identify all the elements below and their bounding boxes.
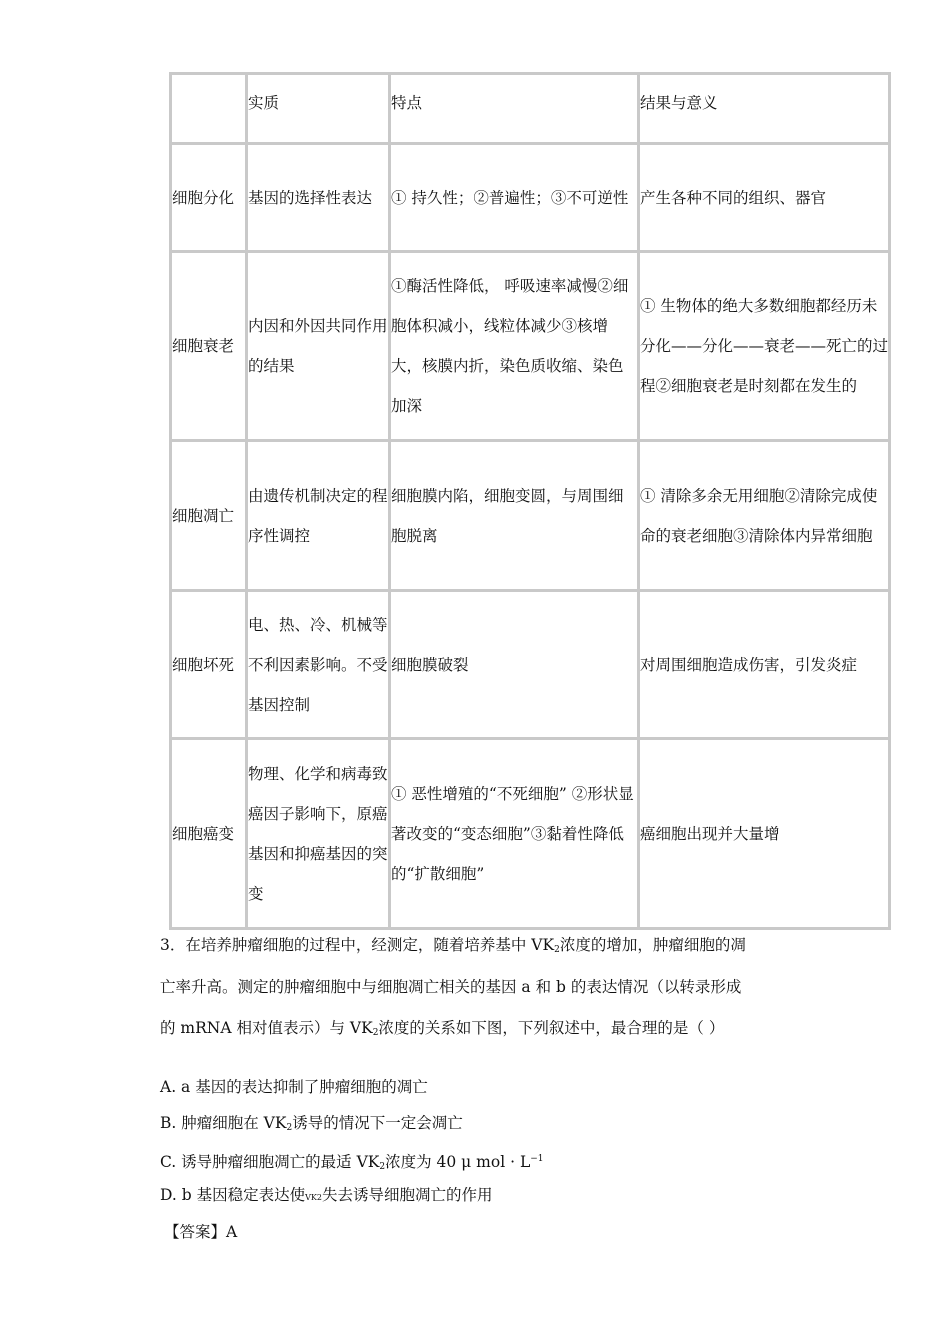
question-text: 浓度的增加，肿瘤细胞的凋 — [559, 936, 746, 954]
option-text: C. 诱导肿瘤细胞凋亡的最适 VK — [160, 1153, 380, 1171]
cell-text: 电、热、冷、机械等不利因素影响。不受基因控制 — [248, 615, 388, 714]
header-text: 结果与意义 — [640, 94, 718, 112]
cell-text: 内因和外因共同作用的结果 — [248, 317, 388, 375]
row-name: 细胞凋亡 — [172, 506, 235, 525]
subscript: 2 — [554, 945, 560, 955]
result-cell — [640, 740, 890, 927]
essence-cell — [248, 253, 388, 439]
option-text: 失去诱导细胞凋亡的作用 — [321, 1186, 493, 1204]
answer-text: 【答案】A — [164, 1223, 238, 1241]
question-text: 3．在培养肿瘤细胞的过程中，经测定，随着培养基中 VK — [160, 936, 555, 954]
header-cell-empty — [172, 75, 245, 142]
cell-text: ① 清除多余无用细胞②清除完成使命的衰老细胞③清除体内异常细胞 — [640, 486, 878, 545]
row-name: 细胞分化 — [172, 188, 235, 207]
question-text: 浓度的关系如下图，下列叙述中，最合理的是（ ） — [378, 1019, 725, 1037]
option-text: A. a 基因的表达抑制了肿瘤细胞的凋亡 — [160, 1078, 428, 1096]
option-text: 浓度为 40 μ mol · L — [385, 1153, 531, 1171]
row-name: 细胞衰老 — [172, 337, 235, 355]
row-name: 细胞癌变 — [172, 824, 235, 843]
question-line-2 — [160, 977, 741, 997]
essence-cell — [248, 592, 388, 737]
option-c — [160, 1149, 544, 1177]
cell-text: ① 生物体的绝大多数细胞都经历未分化——分化——衰老——死亡的过程②细胞衰老是时刻都在发生的 — [640, 297, 889, 395]
cell-text: 癌细胞出现并大量增 — [640, 824, 780, 843]
subscript: 2 — [379, 1162, 386, 1172]
option-a — [160, 1077, 428, 1097]
option-text: B. 肿瘤细胞在 VK — [160, 1114, 287, 1132]
header-cell-result — [640, 75, 890, 142]
row-name-necrosis — [172, 592, 245, 737]
features-cell — [391, 145, 637, 250]
option-b — [160, 1113, 463, 1138]
option-d — [160, 1185, 492, 1208]
superscript: −1 — [530, 1154, 544, 1164]
subscript: 2 — [286, 1123, 293, 1133]
header-text: 特点 — [391, 94, 423, 112]
features-cell — [391, 253, 637, 439]
essence-cell — [248, 442, 388, 589]
question-text: 的 mRNA 相对值表示）与 VK — [160, 1019, 373, 1037]
row-name: 细胞坏死 — [172, 655, 235, 674]
cell-text: ①酶活性降低， 呼吸速率减慢②细胞体积减小，线粒体减少③核增大，核膜内折，染色质收缩、染色加深 — [391, 277, 629, 415]
header-cell-features — [391, 75, 637, 142]
cell-text: 物理、化学和病毒致癌因子影响下，原癌基因和抑癌基因的突变 — [248, 764, 388, 903]
option-text: D. b 基因稳定表达使 — [160, 1186, 306, 1204]
result-cell — [640, 253, 890, 439]
answer — [164, 1222, 237, 1242]
features-cell — [391, 740, 637, 927]
result-cell — [640, 442, 890, 589]
cell-text: 产生各种不同的组织、器官 — [640, 188, 827, 207]
essence-cell — [248, 145, 388, 250]
cell-text: 细胞膜破裂 — [391, 655, 469, 674]
option-text: 诱导的情况下一定会凋亡 — [292, 1114, 463, 1132]
cell-text: ① 恶性增殖的“不死细胞” ②形状显著改变的“变态细胞”③黏着性降低的“扩散细胞” — [391, 784, 634, 883]
cell-text: 基因的选择性表达 — [248, 188, 373, 207]
cell-text: ① 持久性；②普遍性；③不可逆性 — [391, 188, 629, 207]
row-name-cancerization — [172, 740, 245, 927]
subscript: 2 — [372, 1028, 379, 1038]
small-text: VK2 — [305, 1193, 322, 1202]
row-name-apoptosis — [172, 442, 245, 589]
features-cell — [391, 442, 637, 589]
row-name-differentiation — [172, 145, 245, 250]
comparison-table — [169, 72, 891, 930]
cell-text: 由遗传机制决定的程序性调控 — [248, 486, 388, 545]
essence-cell — [248, 740, 388, 927]
row-name-senescence — [172, 253, 245, 439]
cell-text: 对周围细胞造成伤害，引发炎症 — [640, 655, 858, 674]
cell-text: 细胞膜内陷，细胞变圆，与周围细胞脱离 — [391, 486, 624, 545]
header-text: 实质 — [248, 94, 280, 112]
header-cell-essence — [248, 75, 388, 142]
question-line-1 — [160, 935, 746, 960]
question-line-3 — [160, 1018, 724, 1043]
features-cell — [391, 592, 637, 737]
result-cell — [640, 145, 890, 250]
result-cell — [640, 592, 890, 737]
question-text: 亡率升高。测定的肿瘤细胞中与细胞凋亡相关的基因 a 和 b 的表达情况（以转录形成 — [160, 978, 742, 996]
